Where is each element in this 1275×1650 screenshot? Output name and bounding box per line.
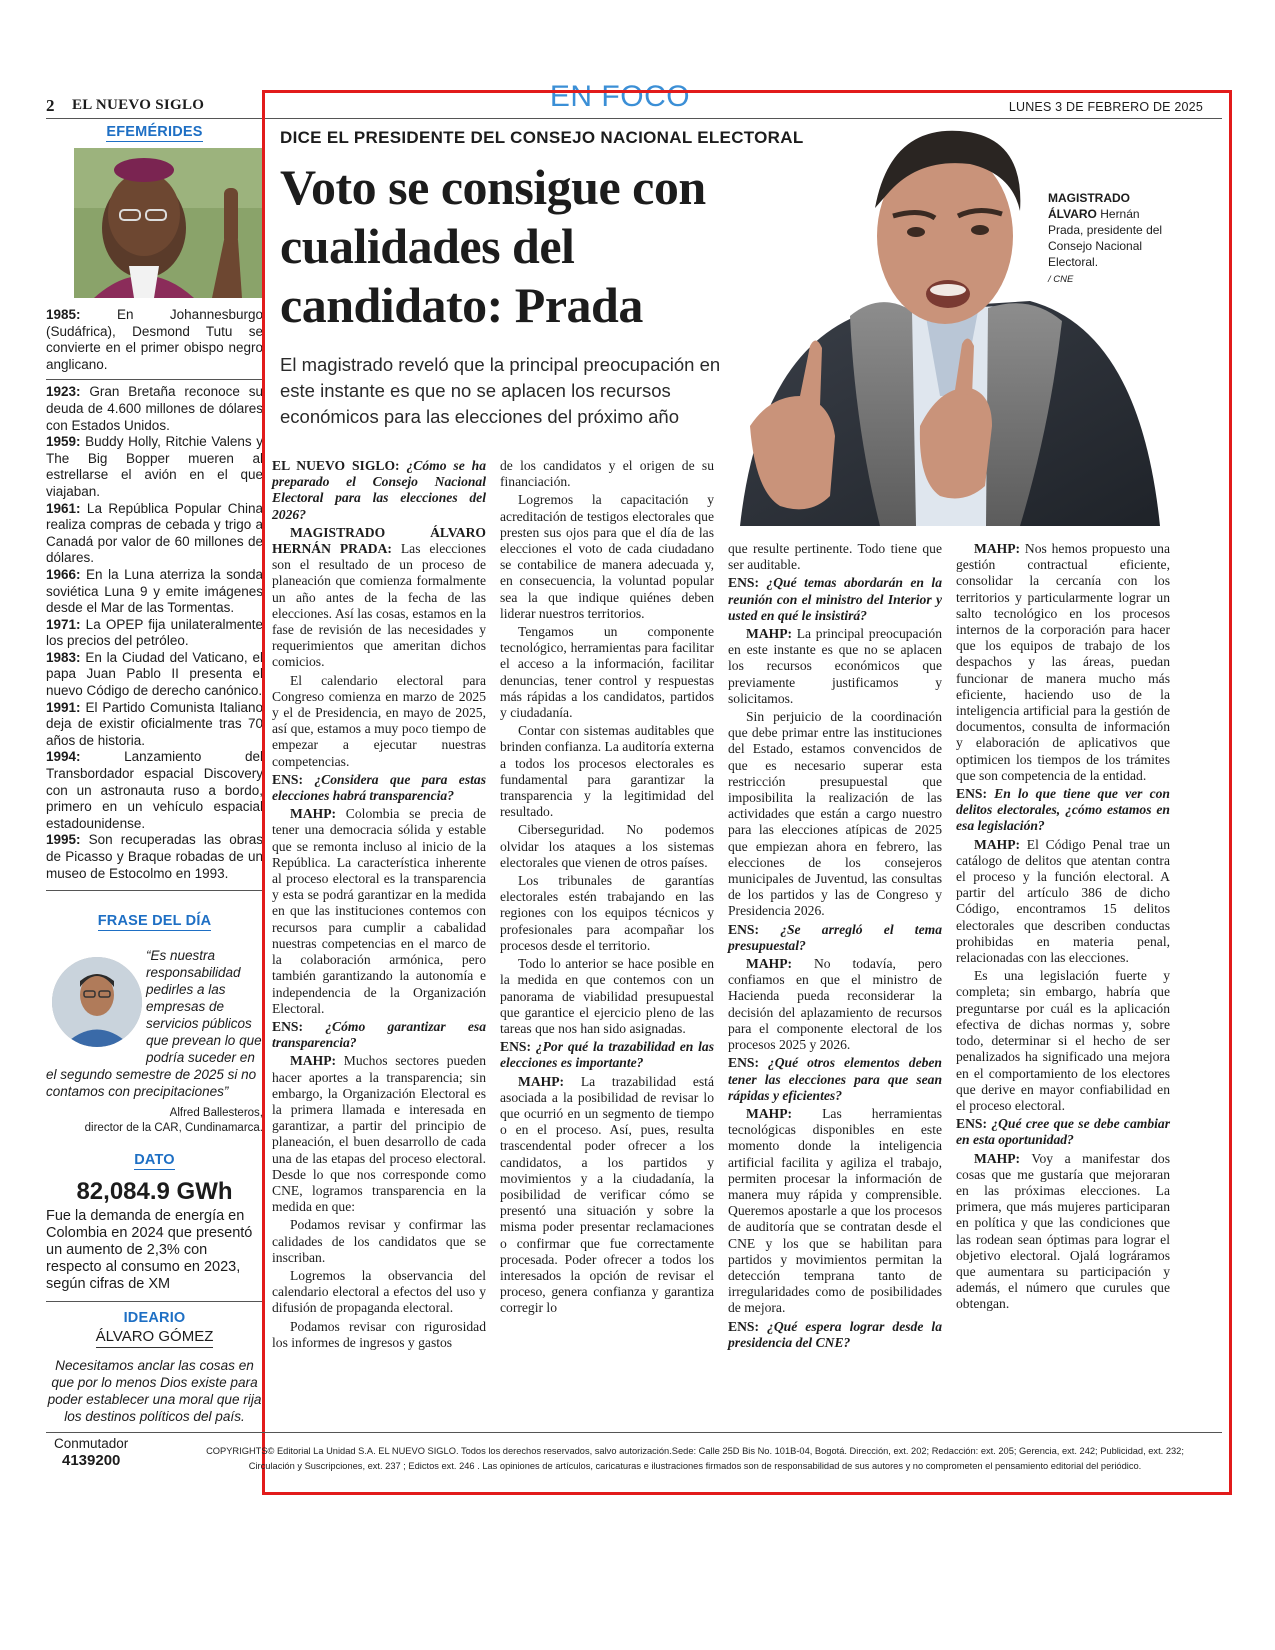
question: ENS: ¿Se arregló el tema presupuestal? — [728, 921, 942, 953]
paragraph: El calendario electoral para Congreso comienza en marzo de 2025 y el de Presidencia, en mayo de 2025, así que, estamos a muy poco tiempo de empezar a ejecutar nuestras competencias. — [272, 672, 486, 769]
paragraph: Podamos revisar y confirmar las calidades de los candidatos que se inscriban. — [272, 1217, 486, 1265]
article-headline: Voto se consigue con cualidades del candidato: Prada — [280, 159, 706, 333]
question: ENS: ¿Qué temas abordarán en la reunión con el ministro del Interior y usted en qué le insistirá? — [728, 575, 942, 623]
answer: MAHP: No todavía, pero confiamos en que el ministro de Hacienda pueda reconsiderar la decisión del aplazamiento de recursos para el componente electoral de los procesos 2025 y 2026. — [728, 956, 942, 1053]
paragraph: Todo lo anterior se hace posible en la medida en que contemos con un panorama de viabilidad presupuestal que garantice el ejercicio pleno de las tareas que nos han sido asignadas. — [500, 956, 714, 1036]
efemerides-photo — [74, 148, 264, 298]
ideario-heading: IDEARIO — [123, 1310, 186, 1327]
sidebar-divider — [263, 124, 264, 1424]
frase-author-photo — [52, 957, 142, 1047]
question: ENS: En lo que tiene que ver con delitos electorales, ¿cómo estamos en esa legislación? — [956, 786, 1170, 834]
dato-heading: DATO — [134, 1152, 175, 1169]
photo-credit: / CNE — [1048, 274, 1074, 285]
frase-text: “Es nuestra responsabilidad pedirles a las empresas de servicios públicos que prevean lo que podría suceder en el segundo semestre de 2025 si no contamos con precipitaciones” — [46, 948, 262, 1100]
efemeride-item: 1985: En Johannesburgo (Sudáfrica), Desmond Tutu se convierte en el primer obispo negro anglicano. — [46, 304, 263, 380]
main-photo — [730, 96, 1160, 526]
question: ENS: ¿Qué espera lograr desde la presidencia del CNE? — [728, 1318, 942, 1350]
ideario-author: ÁLVARO GÓMEZ — [46, 1328, 263, 1345]
article-deck: El magistrado reveló que la principal preocupación en este instante es que no se aplacen los recursos económicos para las elecciones del próximo año — [280, 354, 721, 427]
efemeride-item: 1971: La OPEP fija unilateralmente los precios del petróleo. — [46, 616, 263, 649]
efemeride-item: 1923: Gran Bretaña reconoce su deuda de 4.600 millones de dólares con Estados Unidos. — [46, 384, 263, 433]
paragraph: Contar con sistemas auditables que brinden confianza. La auditoría externa a todos los procesos electorales es fundamental para garantizar la transparencia y la legitimidad del resultado. — [500, 723, 714, 820]
paragraph: Sin perjuicio de la coordinación que debe primar entre las instituciones del Estado, estamos convencidos de que es necesario superar esta restricción presupuestal que imposibilita la realización de las actividades que están a cargo nuestro para las elecciones atípicas de 2025 que empiezan ahora en febrero, las elecciones de los consejeros municipales de Juventud, las consultas de los partidos y las de Congreso y Presidencia 2026. — [728, 709, 942, 919]
dato-text: Fue la demanda de energía en Colombia en 2024 que presentó un aumento de 2,3% con respecto al consumo en 2023, según cifras de XM — [46, 1208, 263, 1302]
efemeride-item: 1994: Lanzamiento del Transbordador espacial Discovery con un astronauta ruso a bordo, primero en un vehículo espacial estadounidense. — [46, 749, 263, 831]
frase-heading: FRASE DEL DÍA — [97, 913, 212, 930]
paragraph: Logremos la capacitación y acreditación de testigos electorales que presten sus ojos para que el día de las elecciones el voto de cada ciudadano se contabilice de manera adecuada y, en consecuencia, la voluntad popular sea la que indique quiénes deben liderar nuestros territorios. — [500, 492, 714, 621]
question: ENS: ¿Qué cree que se debe cambiar en esta oportunidad? — [956, 1116, 1170, 1148]
efemeride-item: 1983: En la Ciudad del Vaticano, el papa Juan Pablo II presenta el nuevo Código de derecho canónico. — [46, 649, 263, 699]
answer: MAHP: Voy a manifestar dos cosas que me gustaría que mejoraran en las próximas elecciones. La primera, que más mujeres participaran en política y que las condiciones que las rodean sean óptimas para lograr el objetivo electoral. Ojalá lográramos que aumentara su participación y además, el número que curules que obtengan. — [956, 1150, 1170, 1312]
answer: MAHP: Colombia se precia de tener una democracia sólida y estable que se remonta incluso al inicio de la República. La característica inherente al proceso electoral es la transparencia y esta se podrá garantizar en la medida en que las instituciones contemos con recursos para cumplir a cabalidad nuestras competencias en el marco de la colaboración armónica, pero también garantizando la autonomía e independencia de la Organización Electoral. — [272, 806, 486, 1016]
article-kicker: DICE EL PRESIDENTE DEL CONSEJO NACIONAL ELECTORAL — [280, 128, 804, 147]
paragraph: Es una legislación fuerte y completa; sin embargo, habría que preguntarse por cuál es la aplicación efectiva de dichas normas y, sobre todo, determinar si el hecho de ser penalizados ha significado una mejora en el comportamiento de los electores que derive en mayor confiabilidad en el proceso electoral. — [956, 968, 1170, 1113]
answer: MAHP: La trazabilidad está asociada a la posibilidad de revisar lo que ocurrió en un segmento de tiempo o en el proceso. Así, pues, resulta trascendental poder ofrecer a los candidatos, a los partidos y movimientos y a la ciudadanía, la posibilidad de verificar cómo se presentó una situación y sobre la misma poder presentar reclamaciones o confirmar que fue correctamente procesada. Poder ofrecer a todos los interesados la opción de revisar el proceso, genera confianza y garantiza corregir lo — [500, 1073, 714, 1316]
answer: MAHP: La principal preocupación en este instante es que no se aplacen los recursos económicos que previamente justificamos y solicitamos. — [728, 626, 942, 706]
paragraph: Los tribunales de garantías electorales estén trabajando en las regiones con los equipos técnicos y profesionales para acompañar los procesos desde el territorio. — [500, 873, 714, 953]
conmutador-number: 4139200 — [62, 1452, 121, 1469]
efemeride-item: 1991: El Partido Comunista Italiano deja de existir oficialmente tras 70 años de historia. — [46, 699, 263, 748]
answer: MAHP: Nos hemos propuesto una gestión contractual eficiente, consolidar la cercanía con los territorios y particularmente lograr un salto tecnológico en los procesos internos de la corporación para hacer que los equipos de trabajo de los despachos y las áreas, puedan funcionar de manera mucho más eficiente, haciendo uso de la inteligencia artificial para la gestión de documentos, consulta de información y elaboración de aplicativos que optimicen los tiempos de los trámites que son competencia de la entidad. — [956, 541, 1170, 783]
paragraph: que resulte pertinente. Todo tiene que ser auditable. — [728, 541, 942, 573]
answer: MAHP: Las herramientas tecnológicas disponibles en este momento donde la inteligencia artificial facilita y agiliza el trabajo, permiten procesar la información de manera muy rápida y comprensible. Queremos apostarle a que los procesos de auditoría que se contratan desde el CNE y los que se habilitan para partidos y movimientos permitan la detección temprana tanto de irregularidades como de posibilidades de mejora. — [728, 1105, 942, 1316]
section-title: EN FOCO — [549, 80, 691, 113]
conmutador-label: Conmutador — [54, 1436, 129, 1451]
frase-author: Alfred Ballesteros, director de la CAR, Cundinamarca. — [84, 1107, 263, 1135]
efemeride-item: 1966: En la Luna aterriza la sonda soviética Luna 9 y emite imágenes desde el Mar de las Tormentas. — [46, 566, 263, 616]
dato-value: 82,084.9 GWh — [76, 1178, 233, 1206]
article-column-2 — [500, 458, 714, 1319]
frase-block — [46, 947, 263, 1136]
efemerides-heading: EFEMÉRIDES — [106, 124, 203, 140]
question: ENS: ¿Por qué la trazabilidad en las elecciones es importante? — [500, 1039, 714, 1071]
question: ENS: ¿Cómo garantizar esa transparencia? — [272, 1018, 486, 1051]
page-date: LUNES 3 DE FEBRERO DE 2025 — [1008, 100, 1203, 114]
footer-rule — [46, 1432, 1222, 1433]
sidebar — [46, 124, 263, 1425]
newspaper-brand: EL NUEVO SIGLO — [72, 97, 205, 113]
efemeride-item: 1961: La República Popular China realiza compras de cebada y trigo a Canadá por valor de 60 millones de dólares. — [46, 500, 263, 566]
question: ENS: ¿Qué otros elementos deben tener las elecciones para que sean rápidas y eficientes? — [728, 1055, 942, 1103]
answer: MAHP: El Código Penal trae un catálogo de delitos que atentan contra el proceso y la función electoral. A partir del artículo 386 de dicho Código, encontramos 15 delitos electorales que describen conductas prohibidas en materia penal, relacionadas con las elecciones. — [956, 836, 1170, 966]
answer: MAHP: Muchos sectores pueden hacer aportes a la transparencia; sin embargo, la Organización Electoral es la primera llamada e interesada en garantizar, a partir del principio de planeación, el buen desarrollo de cada una de las etapas del proceso electoral. Desde lo que nos corresponde como CNE, logramos transparencia en la medida en que: — [272, 1053, 486, 1215]
ideario-text: Necesitamos anclar las cosas en que por lo menos Dios existe para poder establecer una moral que rija los destinos políticos del país. — [47, 1358, 262, 1425]
answer: MAGISTRADO ÁLVARO HERNÁN PRADA: Las elecciones son el resultado de un proceso de planeación que comienza formalmente un año antes de la fecha de las elecciones. Así las cosas, estamos en la fase de revisión de las necesidades y requerimientos que ameritan dichos comicios. — [272, 524, 487, 670]
copyright-notice: COPYRIGHTS© Editorial La Unidad S.A. EL NUEVO SIGLO. Todos los derechos reservados, salvo autorización.Sede: Calle 25D Bis No. 101B-04, Bogotá. Dirección, ext. 202; Redacción: ext. 205; Gerencia, ext. 242; Publicidad, ext. 232; Circulación y Suscripciones, ext. 237 ; Edictos ext. 246 . Las opiniones de artículos, caricaturas e ilustraciones firmados son de responsabilidad de sus autores y no comprometen el pensamiento editorial del periódico. — [206, 1446, 1184, 1471]
efemerides-list — [46, 304, 263, 891]
page-number: 2 — [46, 96, 55, 115]
article-column-4 — [956, 541, 1170, 1315]
article-column-1 — [272, 458, 486, 1353]
question: ENS: ¿Considera que para estas elecciones habrá transparencia? — [272, 771, 486, 804]
paragraph: Tengamos un componente tecnológico, herramientas para facilitar el acceso a la información, facilitar denuncias, tener control y respuestas más rápidas a los candidatos, partidos y ciudadanía. — [500, 624, 714, 721]
article-column-3 — [728, 541, 942, 1353]
paragraph: Logremos la observancia del calendario electoral a efectos del uso y difusión de propaganda electoral. — [272, 1267, 486, 1316]
paragraph: Ciberseguridad. No podemos olvidar los ataques a los sistemas electorales que vienen de otros países. — [500, 822, 714, 870]
paragraph: Podamos revisar con rigurosidad los informes de ingresos y gastos — [272, 1318, 486, 1350]
efemeride-item: 1959: Buddy Holly, Ritchie Valens y The Big Bopper mueren al estrellarse el avión en el que viajaban. — [46, 434, 263, 499]
question: EL NUEVO SIGLO: ¿Cómo se ha preparado el Consejo Nacional Electoral para las elecciones del 2026? — [272, 458, 486, 522]
photo-caption: MAGISTRADO ÁLVARO Hernán Prada, presidente del Consejo Nacional Electoral. / CNE — [1048, 190, 1168, 288]
efemeride-item: 1995: Son recuperadas las obras de Picasso y Braque robadas de un museo de Estocolmo en 1993. — [46, 832, 263, 891]
paragraph: de los candidatos y el origen de su financiación. — [500, 458, 714, 490]
